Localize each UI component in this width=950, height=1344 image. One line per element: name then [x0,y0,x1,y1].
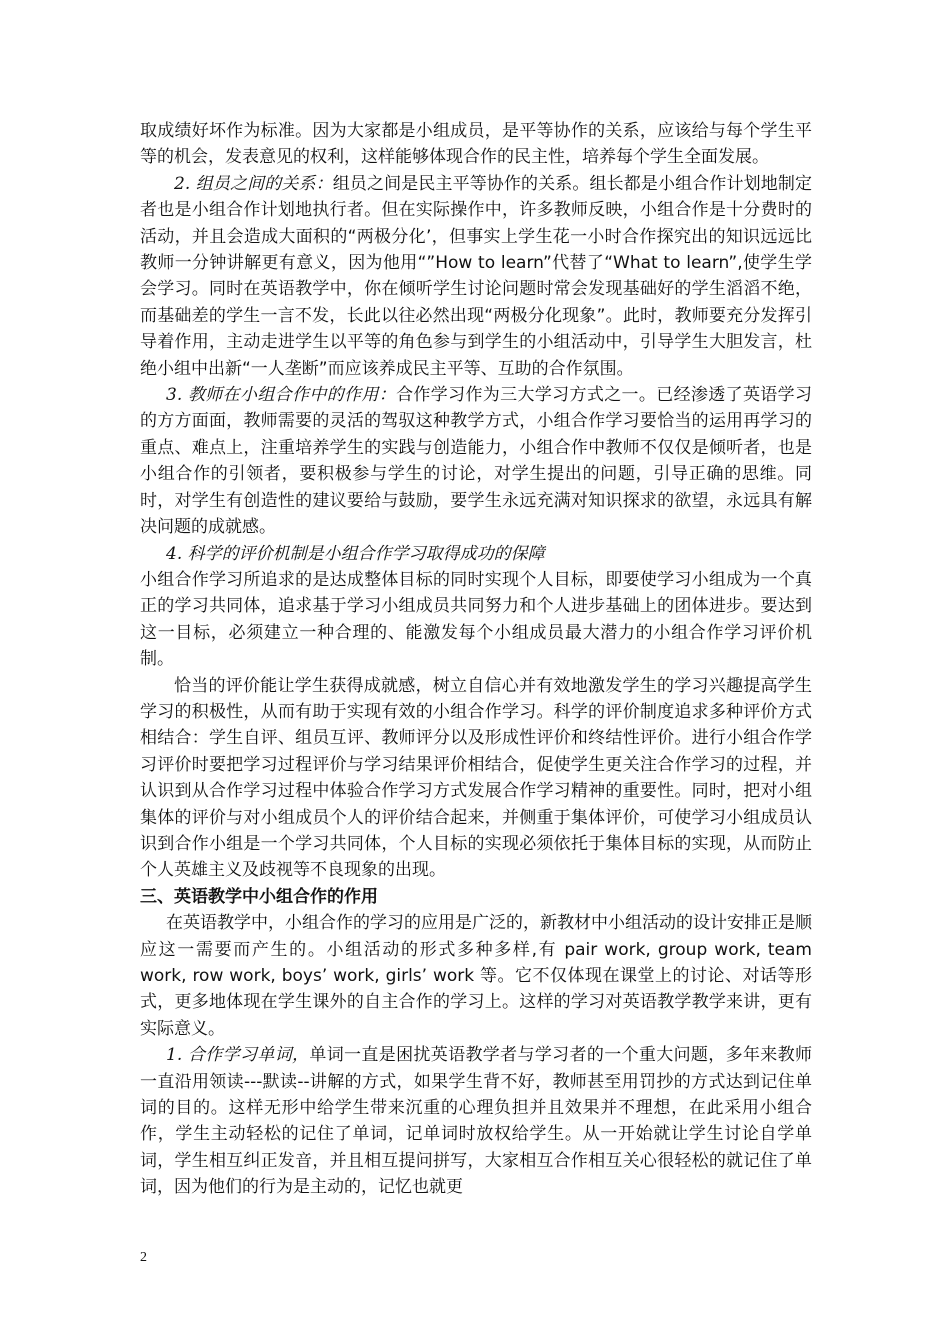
section-heading-three [140,884,812,910]
paragraph-2 [140,171,812,382]
paragraph-5 [140,567,812,673]
paragraph-1 [140,118,812,171]
paragraph-2-text: 组员之间是民主平等协作的关系。组长都是小组合作计划地制定者也是小组合作计划地执行者。但在实际操作中，许多教师反映，小组合作是十分费时的活动，并且会造成大面积的“两极分化’，但事实上学生花一小时合作探究出的知识远远比教师一分钟讲解更有意义，因为他用“”How to learn”代替了“What to learn”,使学生学会学习。同时在英语教学中，你在倾听学生讨论问题时常会发现基础好的学生滔滔不绝，而基础差的学生一言不发，长此以往必然出现“两极分化现象”。此时，教师要充分发挥引导着作用，主动走进学生以平等的角色参与到学生的小组活动中，引导学生大胆发言，杜绝小组中出新“一人垄断”而应该养成民主平等、互助的合作氛围。 [140,173,812,379]
paragraph-6 [140,673,812,884]
paragraph-1-text: 取成绩好坏作为标准。因为大家都是小组成员，是平等协作的关系，应该给与每个学生平等的机会，发表意见的权利，这样能够体现合作的民主性，培养每个学生全面发展。 [140,121,812,168]
paragraph-3-text: 合作学习作为三大学习方式之一。已经渗透了英语学习的方方面面，教师需要的灵活的驾驭这种教学方式，小组合作学习要恰当的运用再学习的重点、难点上，注重培养学生的实践与创造能力，小组合作中教师不仅仅是倾听者，也是小组合作的引领者，要积极参与学生的讨论，对学生提出的问题，引导正确的思维。同时，对学生有创造性的建议要给与鼓励，要学生永远充满对知识探求的欲望，永远具有解决问题的成就感。 [140,385,812,538]
paragraph-8 [140,910,812,1042]
paragraph-8-text: 在英语教学中，小组合作的学习的应用是广泛的，新教材中小组活动的设计安排正是顺应这一需要而产生的。小组活动的形式多种多样,有 pair work, group work, team work, row work, boys’ work, girls’ work 等。它不仅体现在课堂上的讨论、对话等形式，更多地体现在学生课外的自主合作的学习上。这样的学习对英语教学教学来讲，更有实际意义。 [140,913,812,1039]
section-heading-4-text: 4. 科学的评价机制是小组合作学习取得成功的保障 [166,543,545,564]
paragraph-9-text: 单词一直是困扰英语教学者与学习者的一个重大问题，多年来教师一直沿用领读---默读--讲解的方式，如果学生背不好，教师甚至用罚抄的方式达到记住单词的目的。这样无形中给学生带来沉重的心理负担并且效果并不理想，在此采用小组合作，学生主动轻松的记住了单词，记单词时放权给学生。从一开始就让学生讨论自学单词，学生相互纠正发音，并且相互提问拼写，大家相互合作相互关心很轻松的就记住了单词，因为他们的行为是主动的，记忆也就更 [140,1045,812,1198]
paragraph-3-heading: 3. 教师在小组合作中的作用： [166,385,397,406]
paragraph-9-heading: 1. 合作学习单词， [166,1045,310,1066]
paragraph-2-heading: 2. 组员之间的关系： [174,173,333,194]
document-page [140,118,812,1201]
paragraph-5-text: 小组合作学习所追求的是达成整体目标的同时实现个人目标，即要使学习小组成为一个真正的学习共同体，追求基于学习小组成员共同努力和个人进步基础上的团体进步。要达到这一目标，必须建立一种合理的、能激发每个小组成员最大潜力的小组合作学习评价机制。 [140,569,812,670]
section-heading-4 [140,541,812,567]
section-heading-three-text: 三、英语教学中小组合作的作用 [140,886,378,907]
paragraph-6-text: 恰当的评价能让学生获得成就感，树立自信心并有效地激发学生的学习兴趣提高学生学习的积极性，从而有助于实现有效的小组合作学习。科学的评价制度追求多种评价方式相结合：学生自评、组员互评、教师评分以及形成性评价和终结性评价。进行小组合作学习评价时要把学习过程评价与学习结果评价相结合，促使学生更关注合作学习的过程，并认识到从合作学习过程中体验合作学习方式发展合作学习精神的重要性。同时，把对小组集体的评价与对小组成员个人的评价结合起来，并侧重于集体评价，可使学习小组成员认识到合作小组是一个学习共同体，个人目标的实现必须依托于集体目标的实现，从而防止个人英雄主义及歧视等不良现象的出现。 [140,675,812,881]
paragraph-3 [140,382,812,540]
page-number: 2 [140,1250,147,1265]
paragraph-9 [140,1042,812,1200]
